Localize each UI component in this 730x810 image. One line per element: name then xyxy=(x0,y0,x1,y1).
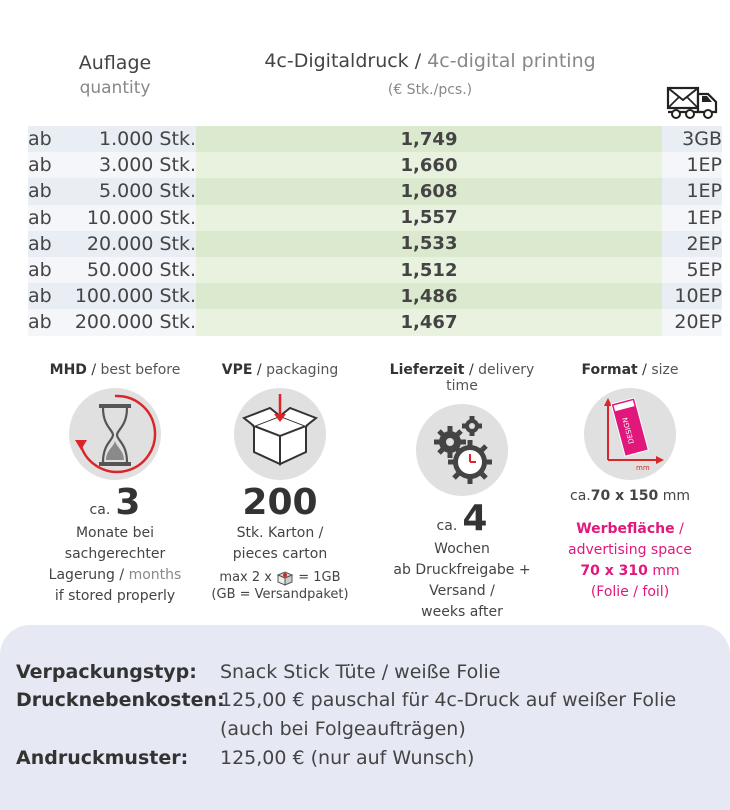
mhd-line3-de: Lagerung xyxy=(48,567,115,583)
row-price: 1,608 xyxy=(196,178,662,204)
row-ab: ab xyxy=(28,259,52,282)
print-costs-label: Drucknebenkosten: xyxy=(16,689,225,711)
vpe-line2: pieces carton xyxy=(232,546,328,562)
vpe-title-de: VPE xyxy=(221,362,253,378)
format-size-unit: mm xyxy=(662,488,690,504)
packaging-type-label: Verpackungstyp: xyxy=(16,661,197,683)
vpe-column: VPE / packaging 200 Stk. Karton / pieces carton max 2 x = 1GB (GB = Versandpaket) xyxy=(190,362,370,603)
quantity-header-de: Auflage xyxy=(78,52,152,74)
format-ad-en: advertising space xyxy=(568,542,692,558)
row-ab: ab xyxy=(28,154,52,177)
format-column: Format / size DESIGN mm ca.70 x 150 mm Werbefläche / advertising space 70 x 310 mm (Folie / foil) xyxy=(540,362,720,603)
delivery-ca: ca. xyxy=(436,518,458,534)
print-costs-value: 125,00 € pauschal für 4c-Druck auf weißer Folie xyxy=(220,689,677,711)
vpe-line3-b: = 1GB xyxy=(298,570,341,585)
delivery-title-en: delivery time xyxy=(446,362,535,394)
row-shipping: 3GB xyxy=(682,128,722,151)
row-price: 1,486 xyxy=(196,283,662,309)
format-ad-de: Werbefläche xyxy=(576,521,675,537)
proof-label: Andruckmuster: xyxy=(16,747,189,769)
vpe-line3-a: max 2 x xyxy=(219,570,272,585)
table-row xyxy=(28,178,722,204)
price-table xyxy=(28,126,722,336)
row-quantity: 200.000 Stk. xyxy=(74,311,196,334)
printing-header-unit: (€ Stk./pcs.) xyxy=(387,82,473,98)
printing-header-en: 4c-digital printing xyxy=(427,50,596,72)
row-price: 1,557 xyxy=(196,205,662,231)
row-quantity: 1.000 Stk. xyxy=(99,128,196,151)
truck-mail-icon xyxy=(666,84,720,120)
row-price: 1,467 xyxy=(196,309,662,335)
row-quantity: 100.000 Stk. xyxy=(74,285,196,308)
print-costs-value-2: (auch bei Folgeaufträgen) xyxy=(220,718,466,740)
row-ab: ab xyxy=(28,311,52,334)
table-row xyxy=(28,152,722,178)
format-ad-unit: mm xyxy=(652,563,680,579)
row-shipping: 10EP xyxy=(674,285,722,308)
printing-header xyxy=(200,50,660,98)
mhd-column: MHD / best before ca. 3 Monate bei sachgerechter Lagerung / months if stored properly xyxy=(25,362,205,607)
row-quantity: 10.000 Stk. xyxy=(86,206,196,229)
delivery-line2: ab Druckfreigabe + Versand / xyxy=(393,562,531,599)
row-ab: ab xyxy=(28,206,52,229)
mhd-line4: if stored properly xyxy=(54,588,176,604)
hourglass-icon xyxy=(69,388,161,480)
row-quantity: 20.000 Stk. xyxy=(86,232,196,255)
row-price: 1,512 xyxy=(196,257,662,283)
mhd-ca: ca. xyxy=(89,502,111,518)
gears-clock-icon xyxy=(416,404,508,496)
row-ab: ab xyxy=(28,285,52,308)
format-ad-sep: / xyxy=(674,521,684,537)
vpe-value: 200 xyxy=(242,482,318,523)
format-ad-foil: (Folie / foil) xyxy=(590,584,670,600)
mhd-title-en: best before xyxy=(100,362,181,378)
row-price: 1,660 xyxy=(196,152,662,178)
format-size-icon xyxy=(584,388,676,480)
delivery-value: 4 xyxy=(462,498,488,539)
row-shipping: 2EP xyxy=(686,232,722,255)
row-shipping: 20EP xyxy=(674,311,722,334)
delivery-column: Lieferzeit / delivery time ca. 4 Wochen ab Druckfreigabe + Versand / weeks after xyxy=(372,362,552,644)
row-quantity: 5.000 Stk. xyxy=(99,180,196,203)
table-row xyxy=(28,205,722,231)
format-title-de: Format xyxy=(581,362,638,378)
mhd-line1: Monate bei xyxy=(75,525,155,541)
mhd-title-de: MHD xyxy=(49,362,87,378)
table-row xyxy=(28,309,722,335)
row-shipping: 1EP xyxy=(686,154,722,177)
mhd-line3-en: months xyxy=(128,567,182,583)
box-icon xyxy=(234,388,326,480)
format-size-value: 70 x 150 xyxy=(590,488,659,504)
small-box-icon xyxy=(276,570,294,586)
mhd-line2: sachgerechter xyxy=(64,546,166,562)
row-shipping: 5EP xyxy=(686,259,722,282)
format-size-pre: ca. xyxy=(570,488,591,504)
details-panel xyxy=(0,625,730,810)
table-row xyxy=(28,257,722,283)
row-ab: ab xyxy=(28,180,52,203)
row-ab: ab xyxy=(28,232,52,255)
row-ab: ab xyxy=(28,128,52,151)
vpe-line1: Stk. Karton / xyxy=(236,525,324,541)
packaging-type-value: Snack Stick Tüte / weiße Folie xyxy=(220,661,501,683)
table-row xyxy=(28,283,722,309)
row-shipping: 1EP xyxy=(686,206,722,229)
row-price: 1,533 xyxy=(196,231,662,257)
row-shipping: 1EP xyxy=(686,180,722,203)
format-design-label: DESIGN xyxy=(621,416,636,445)
vpe-title-en: packaging xyxy=(266,362,339,378)
printing-header-de: 4c-Digitaldruck xyxy=(264,50,409,72)
quantity-header xyxy=(40,52,190,98)
row-price: 1,749 xyxy=(196,126,662,152)
quantity-header-en: quantity xyxy=(79,78,151,98)
format-mm-label: mm xyxy=(636,464,650,472)
delivery-line1: Wochen xyxy=(434,541,490,557)
table-row xyxy=(28,231,722,257)
delivery-title-de: Lieferzeit xyxy=(389,362,465,378)
printing-header-sep: / xyxy=(408,50,428,72)
vpe-line4: (GB = Versandpaket) xyxy=(211,587,349,602)
row-quantity: 50.000 Stk. xyxy=(86,259,196,282)
format-title-en: size xyxy=(651,362,679,378)
proof-value: 125,00 € (nur auf Wunsch) xyxy=(220,747,475,769)
delivery-line3: weeks after xyxy=(421,604,503,620)
format-ad-size: 70 x 310 xyxy=(580,563,648,579)
mhd-value: 3 xyxy=(115,482,141,523)
table-row xyxy=(28,126,722,152)
row-quantity: 3.000 Stk. xyxy=(99,154,196,177)
